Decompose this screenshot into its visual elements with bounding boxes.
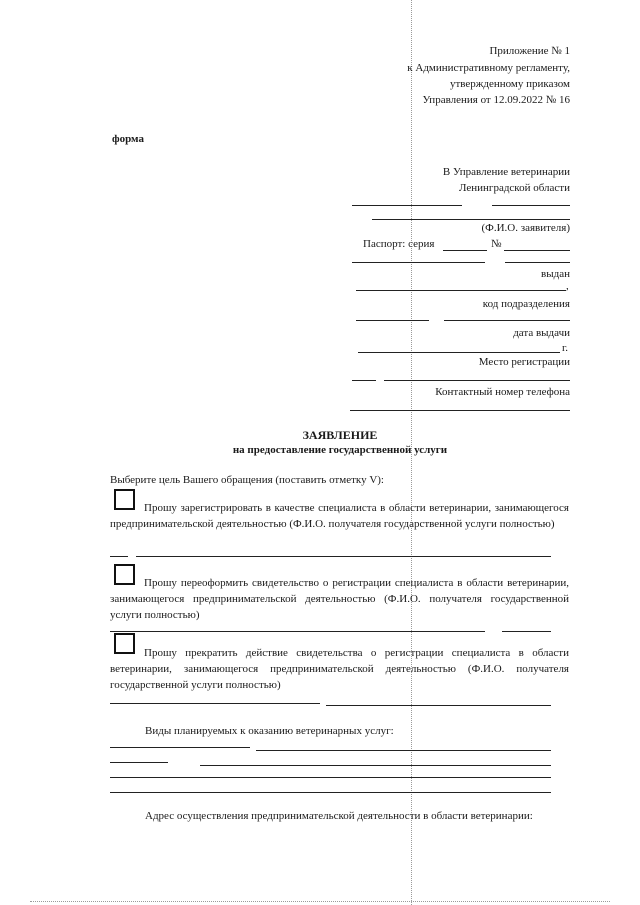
applicant-name-line-2[interactable] bbox=[372, 219, 570, 220]
option-1-name-line-b[interactable] bbox=[136, 556, 551, 557]
issue-date-line[interactable] bbox=[358, 352, 560, 353]
addressee-line-1: В Управление ветеринарии bbox=[442, 166, 570, 178]
option-3-name-line-b[interactable] bbox=[326, 705, 551, 706]
issued-by-line-1b[interactable] bbox=[505, 262, 570, 263]
instruction-text: Выберите цель Вашего обращения (поставить отметку V): bbox=[110, 474, 384, 486]
document-subtitle: на предоставление государственной услуги bbox=[232, 444, 448, 456]
services-line-4[interactable] bbox=[110, 792, 551, 793]
appendix-line-4: Управления от 12.09.2022 № 16 bbox=[422, 94, 570, 106]
issued-by-line-1a[interactable] bbox=[352, 262, 485, 263]
passport-series-label: Паспорт: серия bbox=[363, 238, 435, 250]
document-title: ЗАЯВЛЕНИЕ bbox=[302, 428, 378, 442]
passport-number-label: № bbox=[491, 238, 502, 250]
issued-by-line-2[interactable] bbox=[356, 290, 566, 291]
services-line-1a[interactable] bbox=[110, 747, 250, 748]
option-2-name-line-b[interactable] bbox=[502, 631, 551, 632]
division-code-line-b[interactable] bbox=[444, 320, 570, 321]
appendix-line-1: Приложение № 1 bbox=[489, 45, 570, 57]
registration-caption: Место регистрации bbox=[478, 356, 570, 368]
option-1-text: Прошу зарегистрировать в качестве специалиста в области ветеринарии, занимающегося предпринимательской деятельностью (Ф.И.О. получателя государственной услуги полностью) bbox=[110, 502, 569, 530]
option-1-name-line-a[interactable] bbox=[110, 556, 128, 557]
address-label: Адрес осуществления предпринимательской деятельности в области ветеринарии: bbox=[145, 810, 533, 822]
fio-caption: (Ф.И.О. заявителя) bbox=[481, 222, 570, 234]
form-label: форма bbox=[112, 133, 144, 145]
passport-number-field[interactable] bbox=[504, 250, 570, 251]
services-line-2a[interactable] bbox=[110, 762, 168, 763]
issued-caption: выдан bbox=[541, 268, 570, 280]
issued-comma: , bbox=[566, 280, 569, 292]
registration-line-b[interactable] bbox=[384, 380, 570, 381]
phone-caption: Контактный номер телефона bbox=[435, 386, 570, 398]
appendix-line-2: к Административному регламенту, bbox=[407, 62, 570, 74]
appendix-line-3: утвержденному приказом bbox=[449, 78, 570, 90]
year-suffix: г. bbox=[562, 342, 569, 354]
issue-date-caption: дата выдачи bbox=[513, 327, 570, 339]
services-line-2b[interactable] bbox=[200, 765, 551, 766]
option-3-name-line-a[interactable] bbox=[110, 703, 320, 704]
option-2-name-line-a[interactable] bbox=[110, 631, 485, 632]
division-code-line-a[interactable] bbox=[356, 320, 429, 321]
scan-edge-line bbox=[30, 901, 610, 902]
registration-line-a[interactable] bbox=[352, 380, 376, 381]
applicant-name-line-1[interactable] bbox=[352, 205, 462, 206]
services-line-3[interactable] bbox=[110, 777, 551, 778]
applicant-name-line-1b[interactable] bbox=[492, 205, 570, 206]
services-label: Виды планируемых к оказанию ветеринарных услуг: bbox=[145, 725, 394, 737]
option-3-text: Прошу прекратить действие свидетельства о регистрации специалиста в области ветеринарии, занимающегося предпринимательской деятельностью (Ф.И.О. получателя государственной услуги полностью) bbox=[110, 647, 569, 691]
addressee-line-2: Ленинградской области bbox=[459, 182, 570, 194]
option-2-text: Прошу переоформить свидетельство о регистрации специалиста в области ветеринарии, занимающегося предпринимательской деятельностью (Ф.И.О. получателя государственной услуги полностью) bbox=[110, 577, 569, 621]
phone-line[interactable] bbox=[350, 410, 570, 411]
passport-series-field[interactable] bbox=[443, 250, 487, 251]
division-code-caption: код подразделения bbox=[482, 298, 570, 310]
services-line-1b[interactable] bbox=[256, 750, 551, 751]
